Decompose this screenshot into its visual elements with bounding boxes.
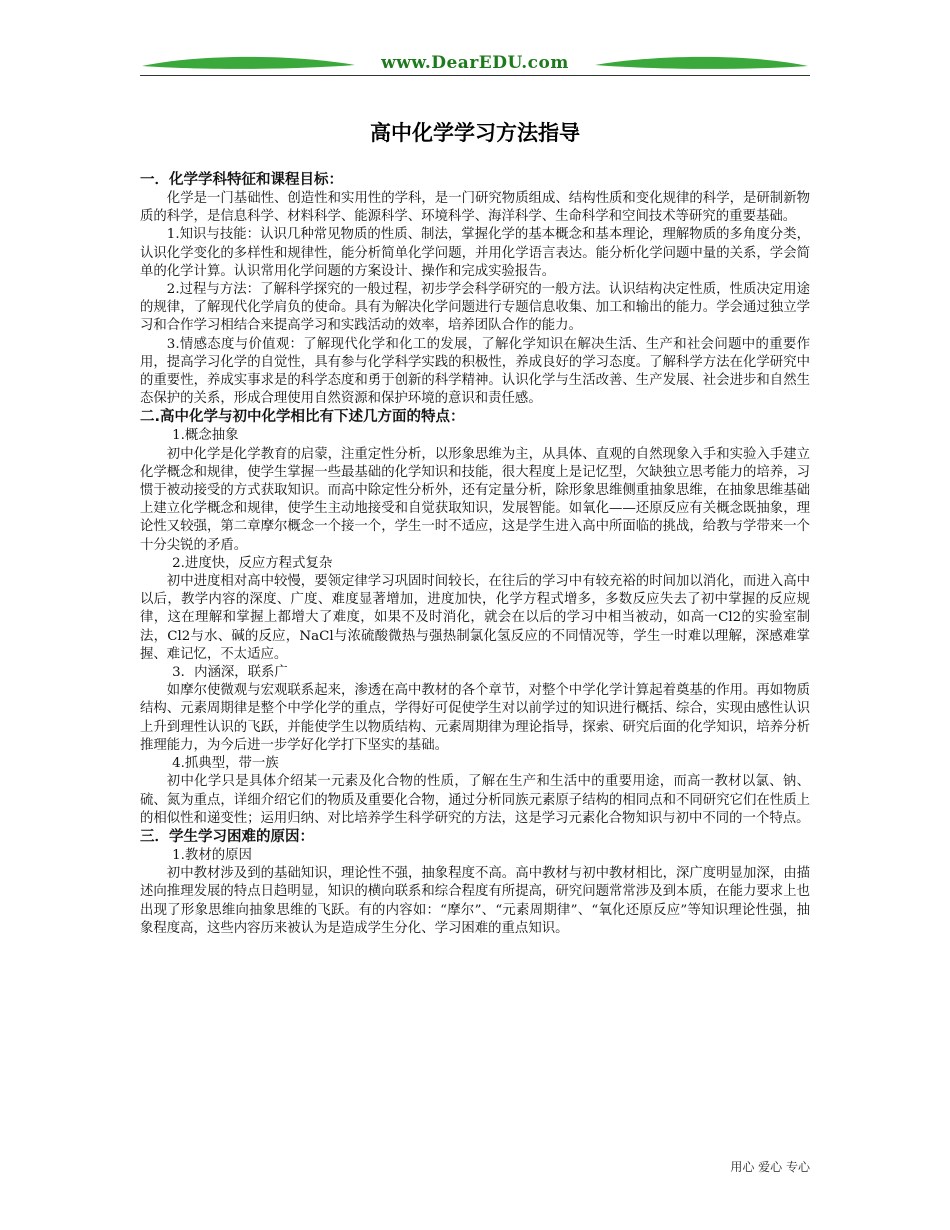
section-heading-2: 二.高中化学与初中化学相比有下述几方面的特点： <box>140 409 465 426</box>
section-heading-3: 三．学生学习困难的原因： <box>140 828 314 845</box>
paragraph: 初中进度相对高中较慢，要领定律学习巩固时间较长，在往后的学习中有较充裕的时间加以消化，而进入高中以后，教学内容的深度、广度、难度显著增加，进度加快，化学方程式增多，多数反应失去了初中掌握的反应规律，这在理解和掌握上都增大了难度，如果不及时消化，就会在以后的学习中相当被动，如高一Cl2的实验室制法，Cl2与水、碱的反应，NaCl与浓硫酸微热与强热制氯化氢反应的不同情况等，学生一时难以理解，深感难掌握、难记忆，不太适应。 <box>140 574 810 662</box>
footer-slogan: 用心 爱心 专心 <box>730 1160 810 1174</box>
subheading: 3．内涵深，联系广 <box>172 665 288 681</box>
paragraph: 1.知识与技能：认识几种常见物质的性质、制法，掌握化学的基本概念和基本理论，理解物质的多角度分类，认识化学变化的多样性和规律性，能分析简单化学问题，并用化学语言表达。能分析化学问题中量的关系，学会简单的化学计算。认识常用化学问题的方案设计、操作和完成实验报告。 <box>140 227 810 279</box>
subheading: 4.抓典型，带一族 <box>172 756 279 772</box>
paragraph: 2.过程与方法：了解科学探究的一般过程，初步学会科学研究的一般方法。认识结构决定性质，性质决定用途的规律，了解现代化学肩负的使命。具有为解决化学问题进行专题信息收集、加工和输出的能力。学会通过独立学习和合作学习相结合来提高学习和实践活动的效率，培养团队合作的能力。 <box>140 282 810 334</box>
page-header <box>140 50 810 78</box>
subheading: 1.教材的原因 <box>172 847 252 863</box>
paragraph: 如摩尔使微观与宏观联系起来，渗透在高中教材的各个章节，对整个中学化学计算起着奠基的作用。再如物质结构、元素周期律是整个中学化学的重点，学得好可促使学生对以前学过的知识进行概括、综合，实现由感性认识上升到理性认识的飞跃，并能使学生以物质结构、元素周期律为理论指导，探索、研究后面的化学知识，培养分析推理能力，为今后进一步学好化学打下坚实的基础。 <box>140 683 810 753</box>
paragraph: 初中化学只是具体介绍某一元素及化合物的性质，了解在生产和生活中的重要用途，而高一教材以氯、钠、硫、氮为重点，详细介绍它们的物质及重要化合物，通过分析同族元素原子结构的相同点和不同研究它们在性质上的相似性和递变性；运用归纳、对比培养学生科学研究的方法，这是学习元素化合物知识与初中不同的一个特点。 <box>140 774 810 826</box>
paragraph: 初中化学是化学教育的启蒙，注重定性分析，以形象思维为主，从具体、直观的自然现象入手和实验入手建立化学概念和规律，使学生掌握一些最基础的化学知识和技能，很大程度上是记忆型，欠缺独立思考能力的培养，习惯于被动接受的方式获取知识。而高中除定性分析外，还有定量分析，除形象思维侧重抽象思维，在抽象思维基础上建立化学概念和规律，使学生主动地接受和自觉获取知识，发展智能。如氧化——还原反应有关概念既抽象，理论性又较强，第二章摩尔概念一个接一个，学生一时不适应，这是学生进入高中所面临的挑战，给教与学带来一个十分尖锐的矛盾。 <box>140 446 810 553</box>
paragraph: 初中教材涉及到的基础知识，理论性不强，抽象程度不高。高中教材与初中教材相比，深广度明显加深，由描述向推理发展的特点日趋明显，知识的横向联系和综合程度有所提高，研究问题常常涉及到本质，在能力要求上也出现了形象思维向抽象思维的飞跃。有的内容如：“摩尔”、“元素周期律”、“氧化还原反应”等知识理论性强，抽象程度高，这些内容历来被认为是造成学生分化、学习困难的重点知识。 <box>140 866 810 936</box>
document-body <box>140 171 810 938</box>
section-heading-1: 一．化学学科特征和课程目标： <box>140 172 343 188</box>
paragraph: 3.情感态度与价值观：了解现代化学和化工的发展，了解化学知识在解决生活、生产和社会问题中的重要作用，提高学习化学的自觉性，具有参与化学科学实践的积极性，养成良好的学习态度。了解科学方法在化学研究中的重要性，养成实事求是的科学态度和勇于创新的科学精神。认识化学与生活改善、生产发展、社会进步和自然生态保护的关系，形成合理使用自然资源和保护环境的意识和责任感。 <box>140 336 810 407</box>
paragraph: 化学是一门基础性、创造性和实用性的学科，是一门研究物质组成、结构性质和变化规律的科学，是研制新物质的科学，是信息科学、材料科学、能源科学、环境科学、海洋科学、生命科学和空间技术等研究的重要基础。 <box>140 191 810 225</box>
site-name: www.DearEDU.com <box>381 53 569 73</box>
page-title: 高中化学学习方法指导 <box>370 121 580 145</box>
subheading: 1.概念抽象 <box>172 428 239 444</box>
subheading: 2.进度快，反应方程式复杂 <box>172 555 333 571</box>
header-rule <box>140 75 810 76</box>
